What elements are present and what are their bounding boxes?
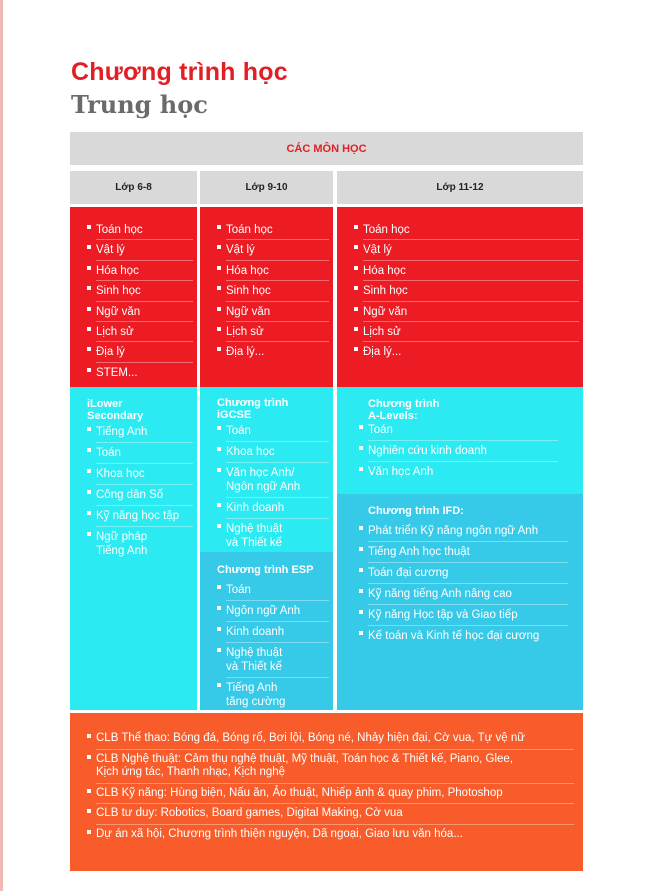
list-item: Nghệ thuật và Thiết kế bbox=[226, 643, 329, 678]
list-item: Sinh học bbox=[96, 281, 193, 301]
list-item: Sinh học bbox=[226, 281, 329, 301]
list-item: Địa lý... bbox=[363, 342, 579, 362]
list-item: Vật lý bbox=[226, 240, 329, 260]
square-bullet-icon bbox=[87, 347, 91, 351]
list-item: Sinh học bbox=[363, 281, 579, 301]
square-bullet-icon bbox=[217, 524, 221, 528]
program-list bbox=[368, 521, 568, 646]
list-item: Kế toán và Kinh tế học đại cương bbox=[368, 626, 568, 646]
square-bullet-icon bbox=[217, 606, 221, 610]
list-item: Toán học bbox=[226, 220, 329, 240]
square-bullet-icon bbox=[87, 266, 91, 270]
extracurricular-activities bbox=[70, 713, 583, 871]
square-bullet-icon bbox=[87, 307, 91, 311]
square-bullet-icon bbox=[87, 809, 91, 813]
square-bullet-icon bbox=[87, 245, 91, 249]
column-header-grade-11-12: Lớp 11-12 bbox=[337, 171, 583, 204]
list-item: CLB Nghệ thuật: Cảm thụ nghệ thuật, Mỹ thuật, Toán học & Thiết kế, Piano, Glee, Kịch ứng tác, Thanh nhạc, Kịch nghệ bbox=[96, 750, 574, 784]
square-bullet-icon bbox=[217, 225, 221, 229]
square-bullet-icon bbox=[87, 830, 91, 834]
square-bullet-icon bbox=[217, 286, 221, 290]
square-bullet-icon bbox=[359, 446, 363, 450]
list-item: CLB tư duy: Robotics, Board games, Digital Making, Cờ vua bbox=[96, 804, 574, 825]
program-heading: Chương trình iGCSE bbox=[217, 397, 289, 421]
square-bullet-icon bbox=[87, 427, 91, 431]
subject-list bbox=[96, 220, 193, 383]
list-item: Phát triển Kỹ năng ngôn ngữ Anh bbox=[368, 521, 568, 542]
list-item: Kinh doanh bbox=[226, 622, 329, 643]
square-bullet-icon bbox=[87, 448, 91, 452]
square-bullet-icon bbox=[217, 426, 221, 430]
program-list bbox=[368, 420, 558, 482]
program-igcse bbox=[200, 387, 333, 552]
list-item: Ngữ văn bbox=[96, 302, 193, 322]
list-item: Hóa học bbox=[226, 261, 329, 281]
square-bullet-icon bbox=[87, 225, 91, 229]
list-item: Toán học bbox=[96, 220, 193, 240]
subject-list bbox=[363, 220, 579, 363]
program-list bbox=[226, 580, 329, 712]
square-bullet-icon bbox=[87, 532, 91, 536]
list-item: Lịch sử bbox=[363, 322, 579, 342]
square-bullet-icon bbox=[359, 425, 363, 429]
square-bullet-icon bbox=[217, 307, 221, 311]
program-list bbox=[96, 422, 193, 561]
square-bullet-icon bbox=[217, 585, 221, 589]
list-item: CLB Thể thao: Bóng đá, Bóng rổ, Bơi lội, Bóng né, Nhảy hiện đại, Cờ vua, Tự vệ nữ bbox=[96, 729, 574, 750]
square-bullet-icon bbox=[359, 467, 363, 471]
subject-list bbox=[226, 220, 329, 363]
list-item: Vật lý bbox=[363, 240, 579, 260]
square-bullet-icon bbox=[354, 347, 358, 351]
list-item: Khoa học bbox=[96, 464, 193, 485]
program-heading: Chương trình A-Levels: bbox=[368, 398, 440, 422]
square-bullet-icon bbox=[87, 490, 91, 494]
list-item: Toán học bbox=[363, 220, 579, 240]
page-subtitle: Trung học bbox=[71, 90, 208, 119]
list-item: Kỹ năng học tập bbox=[96, 506, 193, 527]
square-bullet-icon bbox=[217, 266, 221, 270]
square-bullet-icon bbox=[354, 225, 358, 229]
program-heading: Chương trình IFD: bbox=[368, 505, 464, 517]
list-item: Kinh doanh bbox=[226, 498, 329, 519]
list-item: Toán đại cương bbox=[368, 563, 568, 584]
list-item: Kỹ năng tiếng Anh nâng cao bbox=[368, 584, 568, 605]
square-bullet-icon bbox=[359, 631, 363, 635]
table-caption: CÁC MÔN HỌC bbox=[70, 132, 583, 165]
square-bullet-icon bbox=[217, 245, 221, 249]
square-bullet-icon bbox=[87, 789, 91, 793]
square-bullet-icon bbox=[359, 526, 363, 530]
square-bullet-icon bbox=[354, 245, 358, 249]
list-item: Dự án xã hội, Chương trình thiện nguyện, Dã ngoại, Giao lưu văn hóa... bbox=[96, 825, 574, 845]
list-item: Lịch sử bbox=[226, 322, 329, 342]
list-item: Ngôn ngữ Anh bbox=[226, 601, 329, 622]
column-header-grade-9-10: Lớp 9-10 bbox=[200, 171, 333, 204]
list-item: Hóa học bbox=[363, 261, 579, 281]
square-bullet-icon bbox=[217, 327, 221, 331]
program-heading: iLower Secondary bbox=[87, 398, 144, 422]
list-item: Văn học Anh/ Ngôn ngữ Anh bbox=[226, 463, 329, 498]
program-list bbox=[226, 421, 329, 553]
core-subjects-grade-9-10 bbox=[200, 207, 333, 387]
square-bullet-icon bbox=[354, 286, 358, 290]
square-bullet-icon bbox=[217, 627, 221, 631]
square-bullet-icon bbox=[87, 368, 91, 372]
square-bullet-icon bbox=[87, 511, 91, 515]
list-item: Toán bbox=[226, 580, 329, 601]
program-ilower-secondary bbox=[70, 387, 197, 710]
list-item: Toán bbox=[368, 420, 558, 441]
list-item: Ngữ văn bbox=[226, 302, 329, 322]
page-title: Chương trình học bbox=[71, 58, 288, 86]
list-item: Khoa học bbox=[226, 442, 329, 463]
list-item: Hóa học bbox=[96, 261, 193, 281]
list-item: Toán bbox=[226, 421, 329, 442]
square-bullet-icon bbox=[217, 447, 221, 451]
square-bullet-icon bbox=[359, 610, 363, 614]
page-edge-line bbox=[0, 0, 3, 891]
square-bullet-icon bbox=[217, 468, 221, 472]
list-item: Tiếng Anh bbox=[96, 422, 193, 443]
program-ifd bbox=[337, 494, 583, 710]
program-a-levels bbox=[337, 387, 583, 494]
square-bullet-icon bbox=[354, 266, 358, 270]
list-item: Địa lý... bbox=[226, 342, 329, 362]
list-item: Vật lý bbox=[96, 240, 193, 260]
square-bullet-icon bbox=[87, 327, 91, 331]
square-bullet-icon bbox=[217, 347, 221, 351]
list-item: Lịch sử bbox=[96, 322, 193, 342]
square-bullet-icon bbox=[354, 307, 358, 311]
square-bullet-icon bbox=[359, 589, 363, 593]
list-item: Nghiên cứu kinh doanh bbox=[368, 441, 558, 462]
core-subjects-grade-11-12 bbox=[337, 207, 583, 387]
list-item: Toán bbox=[96, 443, 193, 464]
list-item: CLB Kỹ năng: Hùng biện, Nấu ăn, Ảo thuật, Nhiếp ảnh & quay phim, Photoshop bbox=[96, 784, 574, 805]
square-bullet-icon bbox=[87, 734, 91, 738]
list-item: Nghệ thuật và Thiết kế bbox=[226, 519, 329, 553]
square-bullet-icon bbox=[359, 568, 363, 572]
list-item: Ngữ văn bbox=[363, 302, 579, 322]
list-item: Công dân Số bbox=[96, 485, 193, 506]
core-subjects-grade-6-8 bbox=[70, 207, 197, 387]
square-bullet-icon bbox=[87, 755, 91, 759]
column-header-grade-6-8: Lớp 6-8 bbox=[70, 171, 197, 204]
list-item: Kỹ năng Học tập và Giao tiếp bbox=[368, 605, 568, 626]
square-bullet-icon bbox=[217, 683, 221, 687]
list-item: Ngữ pháp Tiếng Anh bbox=[96, 527, 193, 561]
square-bullet-icon bbox=[217, 503, 221, 507]
list-item: STEM... bbox=[96, 363, 193, 383]
program-heading: Chương trình ESP bbox=[217, 564, 314, 576]
list-item: Tiếng Anh học thuật bbox=[368, 542, 568, 563]
program-esp bbox=[200, 552, 333, 710]
list-item: Tiếng Anh tăng cường bbox=[226, 678, 329, 712]
square-bullet-icon bbox=[87, 469, 91, 473]
square-bullet-icon bbox=[87, 286, 91, 290]
square-bullet-icon bbox=[359, 547, 363, 551]
list-item: Địa lý bbox=[96, 342, 193, 362]
activities-list bbox=[96, 729, 574, 844]
square-bullet-icon bbox=[217, 648, 221, 652]
list-item: Văn học Anh bbox=[368, 462, 558, 482]
square-bullet-icon bbox=[354, 327, 358, 331]
